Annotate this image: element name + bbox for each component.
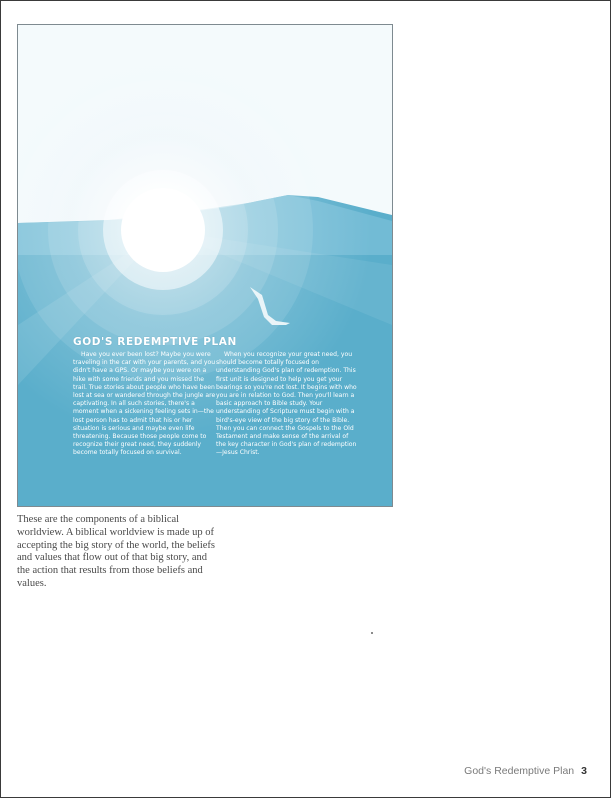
footer-title: God's Redemptive Plan: [464, 765, 575, 777]
panel-column-right: When you recognize your great need, you should become totally focused on understanding God's plan of redemption. This first unit is designed to help you get your bearings so you're not lost. It begins with who you are in relation to God. Then you'll learn a basic approach to Bible study. Your understanding of Scripture must begin with a bird's-eye view of the big story of the Bible. Then you can connect the Gospels to the Old Testament and make sense of the arrival of the key character in God's plan of redemption—Jesus Christ.: [216, 351, 357, 457]
panel-heading: GOD'S REDEMPTIVE PLAN: [73, 336, 237, 348]
panel-column-left: Have you ever been lost? Maybe you were traveling in the car with your parents, and you didn't have a GPS. Or maybe you were on a hike with some friends and you missed the trail. True stories about people who have been lost at sea or wandered through the jungle are captivating. In all such stories, there's a moment when a sickening feeling sets in—the lost person has to admit that his or her situation is serious and maybe even life threatening. Because those people come to recognize their great need, they suddenly become totally focused on survival.: [73, 351, 216, 457]
page-footer: [464, 765, 587, 777]
speck-mark: [371, 632, 373, 634]
page-number: 3: [581, 765, 587, 777]
worldview-caption: These are the components of a biblical worldview. A biblical worldview is made up of accepting the big story of the world, the beliefs and values that flow out of that big story, and the action that results from those beliefs and values.: [17, 514, 215, 589]
illustration-panel: [17, 24, 393, 507]
